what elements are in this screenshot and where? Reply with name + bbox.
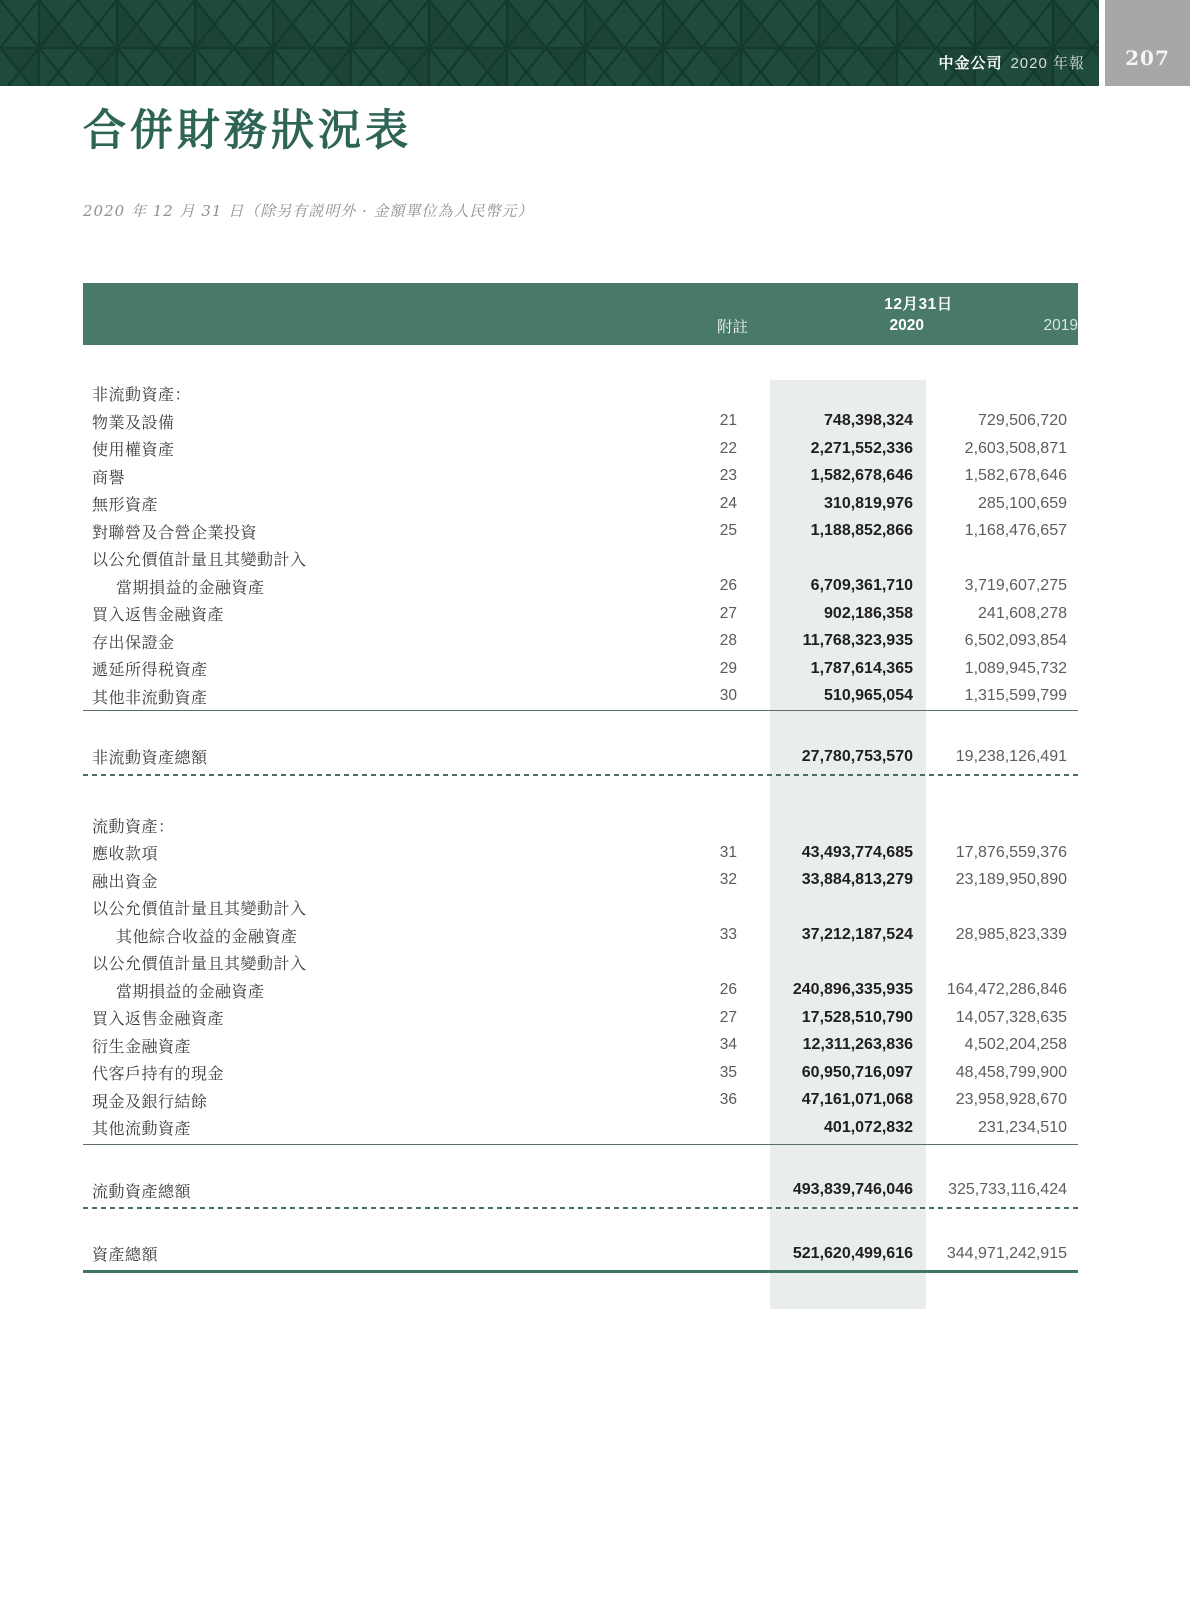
value-2019: 6,502,093,854	[964, 632, 1067, 650]
table-row	[83, 600, 1078, 628]
value-2020: 6,709,361,710	[810, 577, 913, 595]
value-2020: 310,819,976	[824, 494, 913, 512]
note-cell: 34	[719, 1036, 737, 1054]
section-divider	[83, 1144, 1078, 1145]
column-header-note: 附註	[716, 319, 748, 336]
value-2019: 19,238,126,491	[955, 747, 1067, 765]
value-2019: 1,168,476,657	[964, 522, 1067, 540]
column-header-date: 12月31日	[884, 296, 953, 313]
value-2020: 510,965,054	[824, 687, 913, 705]
table-row	[83, 977, 1078, 1005]
table-row	[83, 1059, 1078, 1087]
table-row	[83, 408, 1078, 436]
table-row	[83, 628, 1078, 656]
value-2020: 47,161,071,068	[801, 1091, 913, 1109]
row-label: 流動資產：	[92, 818, 175, 836]
value-2020: 493,839,746,046	[792, 1181, 913, 1199]
note-cell: 24	[719, 494, 737, 512]
table-row	[83, 1087, 1078, 1115]
column-header-2019: 2019	[1043, 317, 1078, 334]
table-row	[83, 490, 1078, 518]
row-label: 非流動資產：	[92, 387, 192, 405]
row-label: 以公允價值計量且其變動計入	[92, 956, 307, 974]
row-label: 其他非流動資產	[92, 689, 208, 707]
row-label: 其他綜合收益的金融資產	[116, 928, 298, 946]
value-2020: 1,582,678,646	[810, 467, 913, 485]
table-row	[83, 894, 1078, 922]
table-row	[83, 683, 1078, 711]
value-2019: 241,608,278	[978, 604, 1067, 622]
current-assets-section	[83, 812, 1078, 1142]
current-assets-total-row	[83, 1177, 1078, 1205]
value-2019: 23,958,928,670	[955, 1091, 1067, 1109]
row-label: 資產總額	[92, 1247, 159, 1265]
table-row	[83, 839, 1078, 867]
financial-position-table	[83, 283, 1078, 1273]
row-label: 買入返售金融資產	[92, 607, 225, 625]
value-2020: 37,212,187,524	[801, 926, 913, 944]
page-number: 207	[1125, 46, 1170, 70]
note-cell: 26	[719, 577, 737, 595]
value-2019: 2,603,508,871	[964, 439, 1067, 457]
value-2019: 28,985,823,339	[955, 926, 1067, 944]
value-2019: 4,502,204,258	[964, 1036, 1067, 1054]
note-cell: 28	[719, 632, 737, 650]
value-2020: 902,186,358	[824, 604, 913, 622]
value-2019: 729,506,720	[978, 412, 1067, 430]
row-label: 買入返售金融資產	[92, 1011, 225, 1029]
value-2019: 3,719,607,275	[964, 577, 1067, 595]
row-label: 當期損益的金融資產	[116, 579, 265, 597]
note-cell: 30	[719, 687, 737, 705]
table-row	[83, 1114, 1078, 1142]
note-cell: 25	[719, 522, 737, 540]
value-2019: 1,089,945,732	[964, 659, 1067, 677]
row-label: 衍生金融資產	[92, 1038, 192, 1056]
row-label: 遞延所得税資產	[92, 662, 208, 680]
value-2019: 23,189,950,890	[955, 871, 1067, 889]
table-row	[83, 435, 1078, 463]
note-cell: 33	[719, 926, 737, 944]
note-cell: 27	[719, 1008, 737, 1026]
column-header-row	[83, 315, 1089, 337]
note-cell: 35	[719, 1063, 737, 1081]
row-label: 無形資產	[92, 497, 159, 515]
value-2019: 285,100,659	[978, 494, 1067, 512]
page-number-box	[1105, 0, 1190, 86]
note-cell: 22	[719, 439, 737, 457]
row-label: 其他流動資產	[92, 1121, 192, 1139]
column-header-2020: 2020	[889, 317, 924, 334]
table-row	[83, 1004, 1078, 1032]
note-cell: 29	[719, 659, 737, 677]
value-2020: 1,188,852,866	[810, 522, 913, 540]
value-2020: 748,398,324	[824, 412, 913, 430]
page-title: 合併財務狀況表	[83, 106, 412, 156]
value-2019: 48,458,799,900	[955, 1063, 1067, 1081]
section-header-row	[83, 812, 1078, 840]
value-2019: 17,876,559,376	[955, 843, 1067, 861]
section-divider	[83, 710, 1078, 711]
note-cell: 27	[719, 604, 737, 622]
note-cell: 21	[719, 412, 737, 430]
note-cell: 23	[719, 467, 737, 485]
non-current-assets-total-row	[83, 743, 1078, 771]
value-2020: 401,072,832	[824, 1118, 913, 1136]
table-row	[83, 518, 1078, 546]
note-cell: 31	[719, 843, 737, 861]
dashed-divider	[83, 774, 1078, 776]
asanoha-pattern-graphic	[0, 0, 1099, 86]
table-row	[83, 922, 1078, 950]
row-label: 使用權資產	[92, 442, 175, 460]
value-2019: 14,057,328,635	[955, 1008, 1067, 1026]
value-2019: 164,472,286,846	[946, 981, 1067, 999]
note-cell: 32	[719, 871, 737, 889]
company-name: 中金公司	[938, 55, 1003, 72]
row-label: 流動資產總額	[92, 1183, 192, 1201]
section-header-row	[83, 380, 1078, 408]
value-2020: 60,950,716,097	[801, 1063, 913, 1081]
table-header	[83, 283, 1078, 345]
value-2020: 33,884,813,279	[801, 871, 913, 889]
page-subtitle: 2020 年 12 月 31 日（除另有説明外 · 金額單位為人民幣元）	[83, 202, 534, 220]
closing-rule	[83, 1270, 1078, 1273]
table-row	[83, 655, 1078, 683]
value-2020: 17,528,510,790	[801, 1008, 913, 1026]
band-caption	[938, 52, 1085, 73]
row-label: 融出資金	[92, 873, 159, 891]
header-pattern-band	[0, 0, 1099, 86]
table-row	[83, 1032, 1078, 1060]
row-label: 以公允價值計量且其變動計入	[92, 901, 307, 919]
note-cell: 36	[719, 1091, 737, 1109]
row-label: 代客戶持有的現金	[92, 1066, 225, 1084]
row-label: 商譽	[92, 469, 126, 487]
value-2020: 43,493,774,685	[801, 843, 913, 861]
value-2020: 2,271,552,336	[810, 439, 913, 457]
value-2020: 12,311,263,836	[802, 1036, 913, 1054]
table-body	[83, 380, 1078, 1273]
value-2020: 1,787,614,365	[810, 659, 913, 677]
row-label: 存出保證金	[92, 634, 175, 652]
table-row	[83, 949, 1078, 977]
note-cell: 26	[719, 981, 737, 999]
value-2020: 240,896,335,935	[792, 981, 913, 999]
row-label: 物業及設備	[92, 414, 175, 432]
non-current-assets-section	[83, 380, 1078, 710]
total-assets-row	[83, 1240, 1078, 1268]
dashed-divider	[83, 1207, 1078, 1209]
row-label: 以公允價值計量且其變動計入	[92, 552, 307, 570]
value-2019: 344,971,242,915	[946, 1244, 1067, 1262]
value-2020: 11,768,323,935	[802, 632, 913, 650]
table-row	[83, 545, 1078, 573]
row-label: 現金及銀行結餘	[92, 1093, 208, 1111]
value-2019: 325,733,116,424	[948, 1181, 1067, 1199]
value-2019: 1,315,599,799	[964, 687, 1067, 705]
table-row	[83, 867, 1078, 895]
report-year-label: 2020 年報	[1010, 55, 1085, 72]
row-label: 對聯營及合營企業投資	[92, 524, 258, 542]
table-row	[83, 573, 1078, 601]
value-2020: 27,780,753,570	[801, 747, 913, 765]
value-2019: 1,582,678,646	[964, 467, 1067, 485]
value-2019: 231,234,510	[978, 1118, 1067, 1136]
row-label: 應收款項	[92, 846, 159, 864]
table-row	[83, 463, 1078, 491]
value-2020: 521,620,499,616	[792, 1244, 913, 1262]
row-label: 非流動資產總額	[92, 750, 208, 768]
row-label: 當期損益的金融資產	[116, 983, 265, 1001]
